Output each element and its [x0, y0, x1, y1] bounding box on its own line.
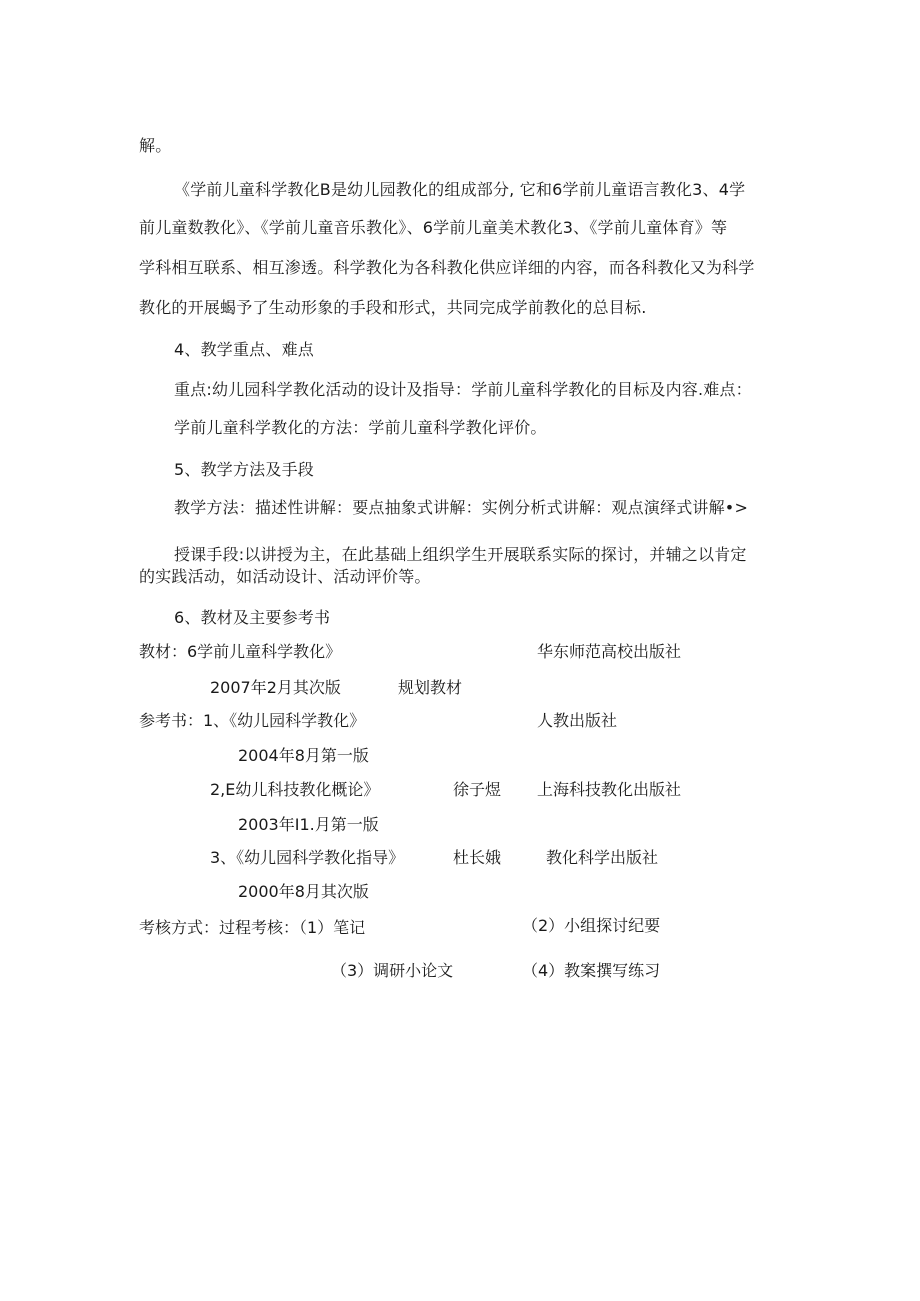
reference-1-title: 参考书：1、《幼儿园科学教化》	[139, 711, 366, 730]
textbook-note: 规划教材	[398, 678, 463, 697]
reference-3-publisher: 教化科学出版社	[546, 848, 659, 867]
key-points-line: 学前儿童科学教化的方法：学前儿童科学教化评价。	[174, 418, 547, 437]
reference-1-publisher: 人教出版社	[537, 711, 618, 730]
section-heading-5: 5、教学方法及手段	[174, 460, 314, 479]
reference-2-author: 徐子煜	[453, 780, 502, 799]
assessment-item-3: （3）调研小论文	[331, 961, 454, 980]
reference-3-title: 3、《幼儿园科学教化指导》	[210, 848, 405, 867]
reference-3-author: 杜长娥	[453, 848, 502, 867]
paragraph-fragment: 解。	[139, 136, 172, 155]
assessment-item-2: （2）小组探讨纪要	[522, 916, 661, 935]
paragraph-line: 学科相互联系、相互渗透。科学教化为各科教化供应详细的内容，而各科教化又为科学	[139, 258, 755, 277]
paragraph-line: 教化的开展蝎予了生动形象的手段和形式，共同完成学前教化的总目标.	[139, 298, 647, 317]
key-points-line: 重点:幼儿园科学教化活动的设计及指导：学前儿童科学教化的目标及内容.难点：	[174, 380, 752, 399]
teaching-means-line: 授课手段:以讲授为主，在此基础上组织学生开展联系实际的探讨，并辅之以肯定	[174, 545, 747, 564]
textbook-publisher: 华东师范高校出版社	[537, 642, 682, 661]
section-heading-4: 4、教学重点、难点	[174, 340, 314, 359]
reference-2-title: 2,E幼儿科技教化概论》	[210, 780, 380, 799]
paragraph-line: 前儿童数教化》、《学前儿童音乐教化》、6学前儿童美术教化3、《学前儿童体育》等	[139, 218, 728, 237]
reference-2-publisher: 上海科技教化出版社	[537, 780, 682, 799]
textbook-label: 教材：6学前儿童科学教化》	[139, 642, 342, 661]
section-heading-6: 6、教材及主要参考书	[174, 608, 331, 627]
teaching-means-line: 的实践活动，如活动设计、活动评价等。	[139, 567, 431, 586]
assessment-item-4: （4）教案撰写练习	[522, 961, 661, 980]
paragraph-line: 《学前儿童科学教化B是幼儿园教化的组成部分, 它和6学前儿童语言教化3、4学	[174, 180, 746, 199]
assessment-label: 考核方式：过程考核：（1）笔记	[139, 918, 366, 937]
reference-1-edition: 2004年8月第一版	[238, 746, 369, 765]
teaching-methods: 教学方法：描述性讲解：要点抽象式讲解：实例分析式讲解：观点演绎式讲解•>	[174, 498, 749, 517]
reference-3-edition: 2000年8月其次版	[238, 882, 369, 901]
reference-2-edition: 2003年I1.月第一版	[238, 815, 379, 834]
textbook-edition: 2007年2月其次版	[210, 678, 341, 697]
